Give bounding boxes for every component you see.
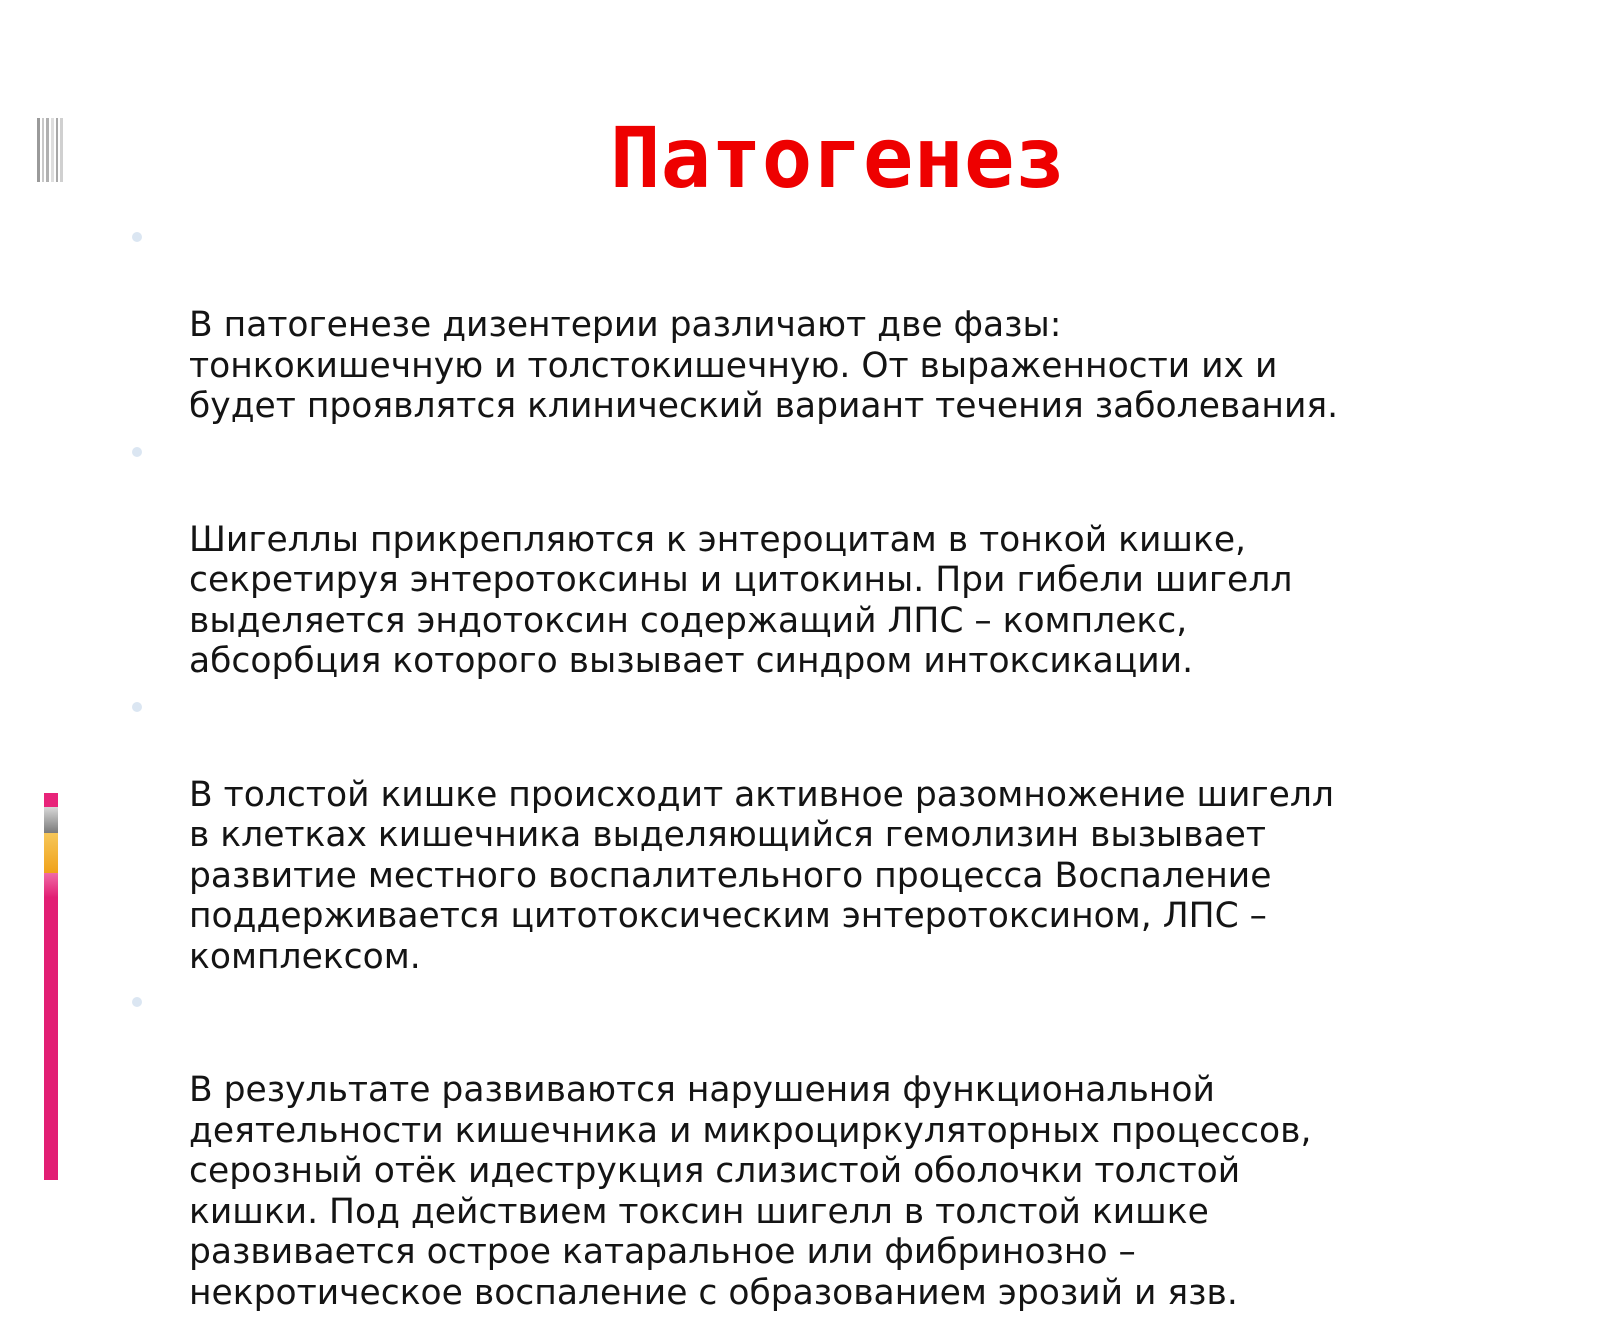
bullet-dot-icon (132, 232, 142, 242)
bullet-item (132, 694, 1522, 978)
slide-title: Патогенез (610, 109, 1066, 207)
bullet-list (132, 224, 1522, 1325)
bullet-text: В толстой кишке происходит активное разомножение шигелл в клетках кишечника выделяющийся гемолизин вызывает развитие местного воспалительного процесса Воспаление поддерживается цитотоксическим энтеротоксином, ЛПС – комплексом. (189, 774, 1334, 977)
bullet-text: В патогенезе дизентерии различают две фазы: тонкокишечную и толстокишечную. От выраженности их и будет проявлятся клинический вариант течения заболевания. (189, 305, 1339, 426)
bullet-item (132, 989, 1522, 1313)
decorative-stripes (37, 118, 63, 182)
bullet-dot-icon (132, 702, 142, 712)
bullet-dot-icon (132, 447, 142, 457)
bullet-text: Шигеллы прикрепляются к энтероцитам в тонкой кишке, секретируя энтеротоксины и цитокины. При гибели шигелл выделяется эндотоксин содержащий ЛПС – комплекс, абсорбция которого вызывает синдром интоксикации. (189, 519, 1293, 681)
bullet-item (132, 439, 1522, 682)
bullet-text: В результате развиваются нарушения функциональной деятельности кишечника и микроциркуляторных процессов, серозный отёк идеструкция слизистой оболочки толстой кишки. Под действием токсин шигелл в толстой кишке развивается острое катаральное или фибринозно – некротическое воспаление с образованием эрозий и язв. (189, 1070, 1312, 1313)
bullet-dot-icon (132, 997, 142, 1007)
decorative-color-bar (44, 793, 58, 1180)
bullet-item (132, 224, 1522, 427)
